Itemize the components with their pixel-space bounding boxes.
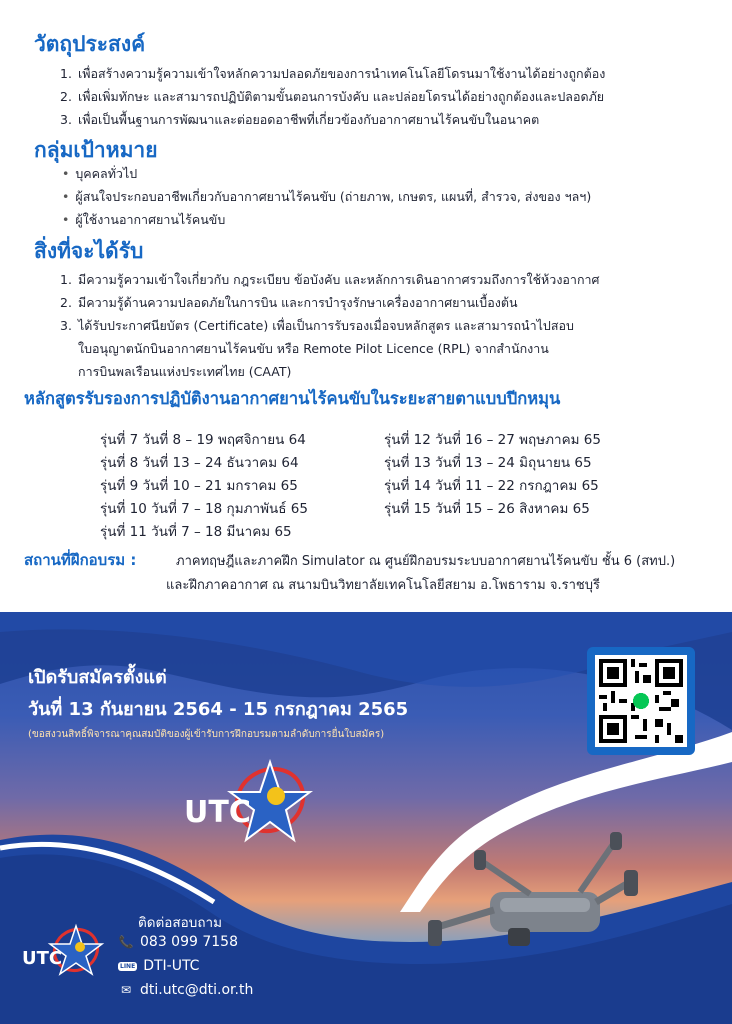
list-item: 1. เพื่อสร้างความรู้ความเข้าใจหลักความปลอดภัยของการนำเทคโนโลยีโดรนมาใช้งานได้อย่างถูกต้อง	[60, 66, 606, 81]
list-item: 2. มีความรู้ด้านความปลอดภัยในการบิน และการบำรุงรักษาเครื่องอากาศยานเบื้องต้น	[60, 295, 518, 310]
contact-line[interactable]: LINE DTI-UTC	[120, 958, 200, 974]
list-item: • ผู้ใช้งานอากาศยานไร้คนขับ	[62, 208, 591, 231]
list-item-continued: การบินพลเรือนแห่งประเทศไทย (CAAT)	[78, 364, 292, 379]
qr-pattern	[595, 655, 687, 747]
batch-item: รุ่นที่ 15 วันที่ 15 – 26 สิงหาคม 65	[384, 501, 590, 517]
contact-email[interactable]: ✉ dti.utc@dti.or.th	[118, 982, 253, 998]
target-title: กลุ่มเป้าหมาย	[34, 138, 158, 162]
batch-item: รุ่นที่ 12 วันที่ 16 – 27 พฤษภาคม 65	[384, 432, 601, 448]
objectives-title: วัตถุประสงค์	[34, 32, 146, 56]
registration-note: (ขอสงวนสิทธิ์พิจารณาคุณสมบัติของผู้เข้ารับการฝึกอบรมตามลำดับการยื่นใบสมัคร)	[28, 729, 385, 740]
location-line-2: และฝึกภาคอากาศ ณ สนามบินวิทยาลัยเทคโนโลยีสยาม อ.โพธาราม จ.ราชบุรี	[166, 578, 600, 593]
batch-item: รุ่นที่ 8 วันที่ 13 – 24 ธันวาคม 64	[100, 455, 299, 471]
course-title: หลักสูตรรับรองการปฏิบัติงานอากาศยานไร้คนขับในระยะสายตาแบบปีกหมุน	[24, 389, 561, 408]
batch-item: รุ่นที่ 11 วันที่ 7 – 18 มีนาคม 65	[100, 524, 292, 540]
location-line-1: ภาคทฤษฎีและภาคฝึก Simulator ณ ศูนย์ฝึกอบรมระบบอากาศยานไร้คนขับ ชั้น 6 (สทป.)	[176, 554, 676, 569]
mail-icon: ✉	[120, 983, 132, 997]
list-item: 2. เพื่อเพิ่มทักษะ และสามารถปฏิบัติตามขั้นตอนการบังคับ และปล่อยโดรนได้อย่างถูกต้องและปลอดภัย	[60, 89, 605, 104]
list-item: 1. มีความรู้ความเข้าใจเกี่ยวกับ กฎระเบียบ ข้อบังคับ และหลักการเดินอากาศรวมถึงการใช้ห้วงอากาศ	[60, 272, 600, 287]
location-label: สถานที่ฝึกอบรม :	[24, 551, 137, 569]
list-item: 3. เพื่อเป็นพื้นฐานการพัฒนาและต่อยอดอาชีพที่เกี่ยวข้องกับอากาศยานไร้คนขับในอนาคต	[60, 112, 540, 127]
benefits-title: สิ่งที่จะได้รับ	[34, 239, 144, 263]
contact-phone[interactable]: 📞 083 099 7158	[118, 934, 238, 950]
qr-code-frame[interactable]	[587, 647, 695, 755]
target-list	[62, 162, 591, 231]
contact-title: ติดต่อสอบถาม	[138, 915, 222, 931]
phone-icon: 📞	[118, 935, 134, 949]
objectives-list	[60, 62, 605, 131]
batch-item: รุ่นที่ 9 วันที่ 10 – 21 มกราคม 65	[100, 478, 298, 494]
utc-logo	[184, 757, 314, 843]
list-item: • บุคคลทั่วไป	[62, 162, 591, 185]
list-item: • ผู้สนใจประกอบอาชีพเกี่ยวกับอากาศยานไร้คนขับ (ถ่ายภาพ, เกษตร, แผนที่, สำรวจ, ส่งของ ฯลฯ)	[62, 185, 591, 208]
batch-item: รุ่นที่ 7 วันที่ 8 – 19 พฤศจิกายน 64	[100, 432, 306, 448]
batch-item: รุ่นที่ 14 วันที่ 11 – 22 กรกฎาคม 65	[384, 478, 599, 494]
svg-text:UTC: UTC	[22, 948, 63, 969]
line-icon: LINE	[120, 962, 136, 970]
list-item: 3. ได้รับประกาศนียบัตร (Certificate) เพื่อเป็นการรับรองเมื่อจบหลักสูตร และสามารถนำไปสอบ	[60, 318, 574, 333]
registration-dates: วันที่ 13 กันยายน 2564 - 15 กรกฎาคม 2565	[28, 699, 409, 720]
batch-item: รุ่นที่ 13 วันที่ 13 – 24 มิถุนายน 65	[384, 455, 592, 471]
qr-code[interactable]	[595, 655, 687, 747]
batch-item: รุ่นที่ 10 วันที่ 7 – 18 กุมภาพันธ์ 65	[100, 501, 308, 517]
registration-heading: เปิดรับสมัครตั้งแต่	[28, 667, 167, 688]
svg-text:UTC: UTC	[184, 795, 251, 830]
benefits-list	[60, 268, 599, 383]
list-item-continued: ใบอนุญาตนักบินอากาศยานไร้คนขับ หรือ Remote Pilot Licence (RPL) จากสำนักงาน	[78, 341, 549, 356]
